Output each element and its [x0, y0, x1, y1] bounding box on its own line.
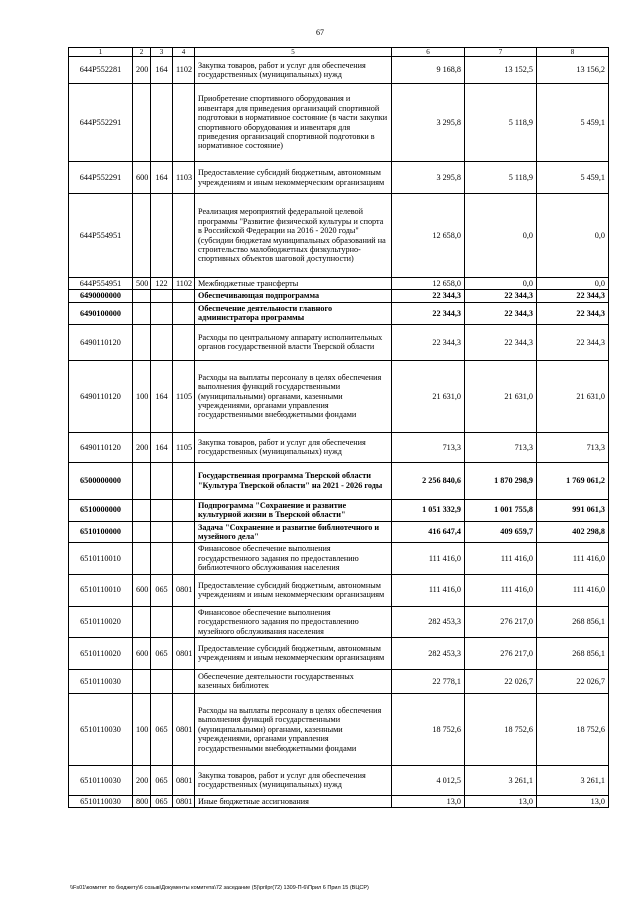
table-row [69, 278, 609, 290]
amount-cell: 12 658,0 [392, 194, 465, 278]
expense-type-cell: 500 [133, 278, 151, 290]
amount-cell: 5 118,9 [465, 84, 537, 162]
description-cell: Закупка товаров, работ и услуг для обеспечения государственных (муниципальных) нужд [195, 432, 392, 462]
table-header-row [69, 48, 609, 57]
page-number: 67 [316, 28, 324, 37]
amount-cell: 0,0 [537, 278, 609, 290]
administrator-code-cell: 164 [151, 57, 173, 84]
administrator-code-cell: 122 [151, 278, 173, 290]
table-row [69, 57, 609, 84]
description-cell: Подпрограмма "Сохранение и развитие культурной жизни в Тверской области" [195, 499, 392, 521]
section-code-cell [173, 462, 195, 499]
amount-cell: 713,3 [392, 432, 465, 462]
administrator-code-cell [151, 521, 173, 543]
description-cell: Расходы по центральному аппарату исполнительных органов государственной власти Тверской области [195, 324, 392, 360]
target-code-cell: 6510110030 [69, 669, 133, 693]
table-row [69, 669, 609, 693]
section-code-cell: 0801 [173, 637, 195, 669]
target-code-cell: 644P554951 [69, 194, 133, 278]
section-code-cell: 1102 [173, 57, 195, 84]
amount-cell: 21 631,0 [537, 360, 609, 432]
expense-type-cell [133, 606, 151, 637]
section-code-cell: 1105 [173, 432, 195, 462]
target-code-cell: 644P552291 [69, 84, 133, 162]
budget-table [68, 47, 609, 808]
expense-type-cell: 600 [133, 162, 151, 194]
target-code-cell: 6510110020 [69, 637, 133, 669]
section-code-cell: 0801 [173, 574, 195, 606]
amount-cell: 0,0 [465, 278, 537, 290]
target-code-cell: 6510110010 [69, 574, 133, 606]
section-code-cell: 1105 [173, 360, 195, 432]
section-code-cell [173, 543, 195, 574]
amount-cell: 991 061,3 [537, 499, 609, 521]
amount-cell: 22 344,3 [537, 302, 609, 324]
amount-cell: 111 416,0 [465, 574, 537, 606]
section-code-cell [173, 499, 195, 521]
amount-cell: 4 012,5 [392, 765, 465, 795]
target-code-cell: 644P552281 [69, 57, 133, 84]
header-cell: 7 [465, 48, 537, 57]
administrator-code-cell: 164 [151, 432, 173, 462]
amount-cell: 13,0 [392, 795, 465, 807]
amount-cell: 276 217,0 [465, 637, 537, 669]
amount-cell: 713,3 [465, 432, 537, 462]
administrator-code-cell [151, 302, 173, 324]
administrator-code-cell: 065 [151, 795, 173, 807]
target-code-cell: 644P554951 [69, 278, 133, 290]
expense-type-cell [133, 290, 151, 302]
expense-type-cell [133, 302, 151, 324]
amount-cell: 18 752,6 [537, 693, 609, 765]
section-code-cell: 1102 [173, 278, 195, 290]
section-code-cell [173, 324, 195, 360]
table-row [69, 693, 609, 765]
amount-cell: 268 856,1 [537, 606, 609, 637]
amount-cell: 22 344,3 [392, 302, 465, 324]
section-code-cell [173, 84, 195, 162]
target-code-cell: 6510100000 [69, 521, 133, 543]
table-row [69, 795, 609, 807]
table-row [69, 162, 609, 194]
amount-cell: 22 344,3 [392, 324, 465, 360]
amount-cell: 1 769 061,2 [537, 462, 609, 499]
administrator-code-cell [151, 324, 173, 360]
administrator-code-cell [151, 499, 173, 521]
table-row [69, 290, 609, 302]
amount-cell: 13,0 [537, 795, 609, 807]
table-row [69, 637, 609, 669]
table-row [69, 765, 609, 795]
expense-type-cell [133, 84, 151, 162]
expense-type-cell: 200 [133, 57, 151, 84]
section-code-cell: 1103 [173, 162, 195, 194]
administrator-code-cell: 164 [151, 162, 173, 194]
amount-cell: 3 295,8 [392, 84, 465, 162]
section-code-cell: 0801 [173, 795, 195, 807]
description-cell: Обеспечение деятельности государственных казенных библиотек [195, 669, 392, 693]
section-code-cell [173, 606, 195, 637]
amount-cell: 13 156,2 [537, 57, 609, 84]
amount-cell: 5 459,1 [537, 162, 609, 194]
amount-cell: 111 416,0 [465, 543, 537, 574]
amount-cell: 713,3 [537, 432, 609, 462]
description-cell: Финансовое обеспечение выполнения государственного задания по предоставлению музейного обслуживания населения [195, 606, 392, 637]
amount-cell: 22 778,1 [392, 669, 465, 693]
expense-type-cell [133, 324, 151, 360]
administrator-code-cell [151, 606, 173, 637]
section-code-cell: 0801 [173, 765, 195, 795]
administrator-code-cell: 065 [151, 574, 173, 606]
expense-type-cell: 200 [133, 765, 151, 795]
amount-cell: 2 256 840,6 [392, 462, 465, 499]
amount-cell: 1 001 755,8 [465, 499, 537, 521]
amount-cell: 3 261,1 [465, 765, 537, 795]
amount-cell: 0,0 [537, 194, 609, 278]
section-code-cell [173, 669, 195, 693]
amount-cell: 268 856,1 [537, 637, 609, 669]
header-cell: 1 [69, 48, 133, 57]
administrator-code-cell [151, 669, 173, 693]
section-code-cell [173, 302, 195, 324]
amount-cell: 22 026,7 [537, 669, 609, 693]
amount-cell: 13 152,5 [465, 57, 537, 84]
amount-cell: 21 631,0 [465, 360, 537, 432]
amount-cell: 111 416,0 [537, 574, 609, 606]
amount-cell: 409 659,7 [465, 521, 537, 543]
amount-cell: 282 453,3 [392, 637, 465, 669]
amount-cell: 22 344,3 [537, 324, 609, 360]
description-cell: Финансовое обеспечение выполнения государственного задания по предоставлению библиотечного обслуживания населения [195, 543, 392, 574]
amount-cell: 0,0 [465, 194, 537, 278]
amount-cell: 18 752,6 [465, 693, 537, 765]
expense-type-cell: 600 [133, 574, 151, 606]
section-code-cell [173, 290, 195, 302]
amount-cell: 9 168,8 [392, 57, 465, 84]
amount-cell: 111 416,0 [537, 543, 609, 574]
target-code-cell: 6510110020 [69, 606, 133, 637]
expense-type-cell [133, 194, 151, 278]
administrator-code-cell [151, 290, 173, 302]
description-cell: Иные бюджетные ассигнования [195, 795, 392, 807]
expense-type-cell [133, 669, 151, 693]
target-code-cell: 6510110030 [69, 693, 133, 765]
expense-type-cell [133, 462, 151, 499]
administrator-code-cell: 065 [151, 637, 173, 669]
amount-cell: 22 344,3 [465, 290, 537, 302]
expense-type-cell [133, 499, 151, 521]
expense-type-cell [133, 543, 151, 574]
table-row [69, 84, 609, 162]
amount-cell: 3 261,1 [537, 765, 609, 795]
amount-cell: 3 295,8 [392, 162, 465, 194]
amount-cell: 22 344,3 [392, 290, 465, 302]
description-cell: Предоставление субсидий бюджетным, автономным учреждениям и иным некоммерческим организациям [195, 162, 392, 194]
table-row [69, 606, 609, 637]
amount-cell: 22 344,3 [465, 324, 537, 360]
description-cell: Обеспечивающая подпрограмма [195, 290, 392, 302]
header-cell: 6 [392, 48, 465, 57]
target-code-cell: 6500000000 [69, 462, 133, 499]
amount-cell: 13,0 [465, 795, 537, 807]
header-cell: 8 [537, 48, 609, 57]
amount-cell: 111 416,0 [392, 543, 465, 574]
administrator-code-cell [151, 194, 173, 278]
amount-cell: 22 344,3 [537, 290, 609, 302]
amount-cell: 111 416,0 [392, 574, 465, 606]
amount-cell: 1 870 298,9 [465, 462, 537, 499]
description-cell: Закупка товаров, работ и услуг для обеспечения государственных (муниципальных) нужд [195, 765, 392, 795]
amount-cell: 5 118,9 [465, 162, 537, 194]
expense-type-cell [133, 521, 151, 543]
amount-cell: 1 051 332,9 [392, 499, 465, 521]
amount-cell: 5 459,1 [537, 84, 609, 162]
target-code-cell: 6490110120 [69, 324, 133, 360]
description-cell: Межбюджетные трансферты [195, 278, 392, 290]
administrator-code-cell: 065 [151, 765, 173, 795]
table-row [69, 432, 609, 462]
target-code-cell: 644P552291 [69, 162, 133, 194]
administrator-code-cell [151, 543, 173, 574]
administrator-code-cell [151, 84, 173, 162]
target-code-cell: 6510110030 [69, 795, 133, 807]
target-code-cell: 6490110120 [69, 360, 133, 432]
header-cell: 4 [173, 48, 195, 57]
table-row [69, 194, 609, 278]
target-code-cell: 6490110120 [69, 432, 133, 462]
amount-cell: 22 344,3 [465, 302, 537, 324]
section-code-cell [173, 194, 195, 278]
administrator-code-cell [151, 462, 173, 499]
table-row [69, 302, 609, 324]
description-cell: Задача "Сохранение и развитие библиотечного и музейного дела" [195, 521, 392, 543]
amount-cell: 12 658,0 [392, 278, 465, 290]
table-row [69, 521, 609, 543]
table-row [69, 543, 609, 574]
table-row [69, 360, 609, 432]
description-cell: Обеспечение деятельности главного администратора программы [195, 302, 392, 324]
table-row [69, 499, 609, 521]
amount-cell: 21 631,0 [392, 360, 465, 432]
expense-type-cell: 100 [133, 360, 151, 432]
expense-type-cell: 800 [133, 795, 151, 807]
target-code-cell: 6510110010 [69, 543, 133, 574]
target-code-cell: 6510000000 [69, 499, 133, 521]
file-path-footer: \\Fs01\комитет по бюджету\6 созыв\Документы комитета\72 заседание (5)\prilpr(72) 1309-П-6\Прил 6 Прил 15 (ВЦСР) [70, 885, 369, 891]
target-code-cell: 6490000000 [69, 290, 133, 302]
amount-cell: 402 298,8 [537, 521, 609, 543]
amount-cell: 282 453,3 [392, 606, 465, 637]
expense-type-cell: 200 [133, 432, 151, 462]
target-code-cell: 6510110030 [69, 765, 133, 795]
description-cell: Приобретение спортивного оборудования и инвентаря для приведения организаций спортивной подготовки в нормативное состояние (в части закупки спортивного оборудования и инвентаря для приведения организаций спортивной подготовки в нормативное состояние) [195, 84, 392, 162]
administrator-code-cell: 164 [151, 360, 173, 432]
expense-type-cell: 100 [133, 693, 151, 765]
header-cell: 5 [195, 48, 392, 57]
header-cell: 2 [133, 48, 151, 57]
header-cell: 3 [151, 48, 173, 57]
table-row [69, 574, 609, 606]
expense-type-cell: 600 [133, 637, 151, 669]
section-code-cell: 0801 [173, 693, 195, 765]
table-row [69, 462, 609, 499]
description-cell: Реализация мероприятий федеральной целевой программы "Развитие физической культуры и спорта в Российской Федерации на 2016 - 2020 годы" (субсидии бюджетам муниципальных образований на строительство малобюджетных физкультурно-спортивных объектов шаговой доступности) [195, 194, 392, 278]
amount-cell: 22 026,7 [465, 669, 537, 693]
description-cell: Государственная программа Тверской области "Культура Тверской области" на 2021 - 2026 годы [195, 462, 392, 499]
amount-cell: 276 217,0 [465, 606, 537, 637]
table-row [69, 324, 609, 360]
administrator-code-cell: 065 [151, 693, 173, 765]
target-code-cell: 6490100000 [69, 302, 133, 324]
section-code-cell [173, 521, 195, 543]
description-cell: Расходы на выплаты персоналу в целях обеспечения выполнения функций государственными (муниципальными) органами, казенными учреждениями, органами управления государственными внебюджетными фондами [195, 693, 392, 765]
amount-cell: 416 647,4 [392, 521, 465, 543]
description-cell: Расходы на выплаты персоналу в целях обеспечения выполнения функций государственными (муниципальными) органами, казенными учреждениями, органами управления государственными внебюджетными фондами [195, 360, 392, 432]
amount-cell: 18 752,6 [392, 693, 465, 765]
description-cell: Закупка товаров, работ и услуг для обеспечения государственных (муниципальных) нужд [195, 57, 392, 84]
description-cell: Предоставление субсидий бюджетным, автономным учреждениям и иным некоммерческим организациям [195, 637, 392, 669]
description-cell: Предоставление субсидий бюджетным, автономным учреждениям и иным некоммерческим организациям [195, 574, 392, 606]
